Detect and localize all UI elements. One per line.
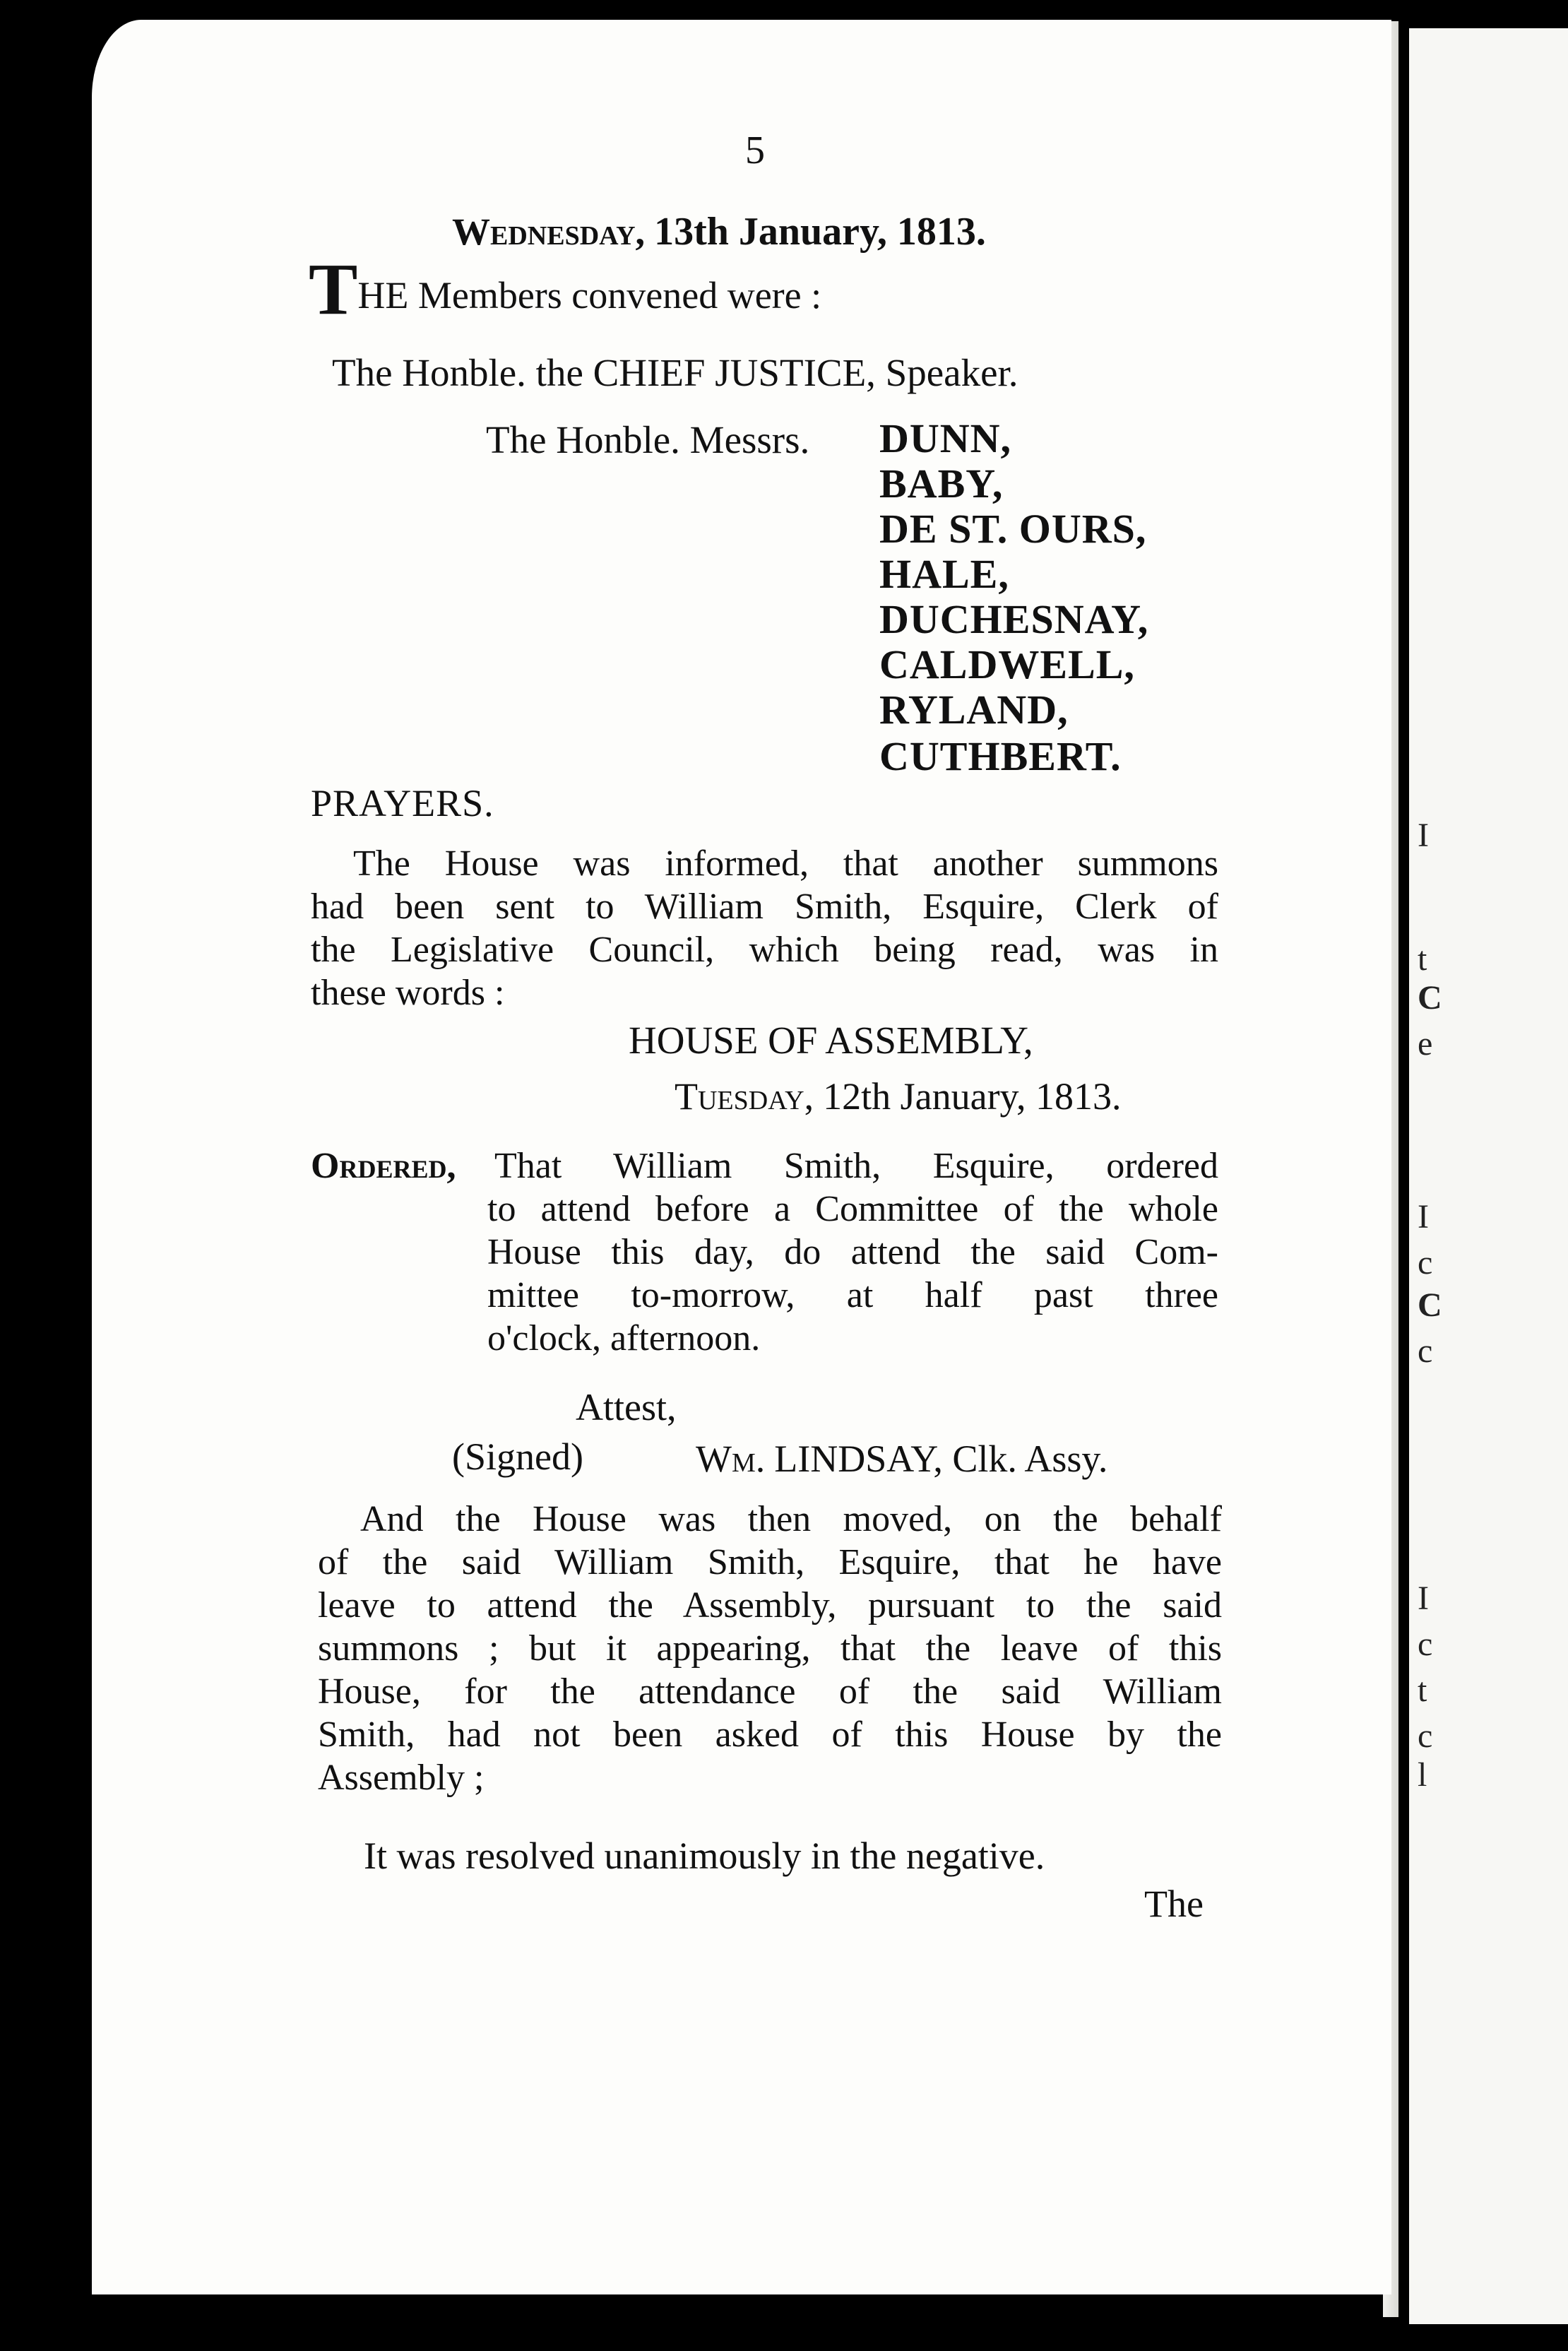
opening-text: HE Members convened were : bbox=[357, 274, 822, 316]
paragraph-line: leave to attend the Assembly, pursuant to the said bbox=[318, 1585, 1222, 1625]
facing-page-letter: I bbox=[1418, 1580, 1429, 1617]
paragraph-line: Assembly ; bbox=[318, 1758, 485, 1798]
paragraph-line: these words : bbox=[311, 973, 505, 1013]
drop-cap: T bbox=[309, 249, 358, 330]
facing-page-letter: c bbox=[1418, 1332, 1433, 1370]
paragraph-1 bbox=[311, 842, 1218, 1014]
facing-page-letter: t bbox=[1418, 1671, 1427, 1709]
ordered-line: to attend before a Committee of the whole bbox=[487, 1189, 1218, 1229]
facing-page-letter: c bbox=[1418, 1625, 1433, 1663]
date-weekday: Wednesday, bbox=[452, 211, 646, 253]
member-name: HALE, bbox=[879, 551, 1009, 597]
date-heading bbox=[452, 210, 986, 254]
signed-label: (Signed) bbox=[452, 1435, 583, 1478]
paragraph-line: Smith, had not been asked of this House by the bbox=[318, 1715, 1222, 1755]
speaker-line: The Honble. the CHIEF JUSTICE, Speaker. bbox=[332, 351, 1018, 394]
facing-page-letter: C bbox=[1418, 1286, 1442, 1324]
facing-page-letter: t bbox=[1418, 940, 1427, 978]
ordered-text bbox=[487, 1144, 1218, 1360]
facing-page-letter: C bbox=[1418, 979, 1442, 1017]
member-name: DE ST. OURS, bbox=[879, 506, 1147, 552]
ordered-line: o'clock, afternoon. bbox=[487, 1318, 761, 1358]
facing-page-letter: I bbox=[1418, 817, 1429, 854]
facing-page-letter: I bbox=[1418, 1198, 1429, 1236]
opening-line bbox=[309, 249, 822, 330]
member-name: BABY, bbox=[879, 461, 1004, 507]
assembly-date bbox=[675, 1077, 1122, 1116]
assembly-weekday: Tuesday, bbox=[675, 1075, 814, 1118]
facing-page-letter: c bbox=[1418, 1717, 1433, 1755]
paragraph-line: summons ; but it appearing, that the leave of this bbox=[318, 1628, 1222, 1669]
paragraph-line: The House was informed, that another summons bbox=[353, 843, 1218, 884]
paragraph-line: House, for the attendance of the said William bbox=[318, 1671, 1222, 1712]
catchword: The bbox=[1144, 1883, 1204, 1925]
ordered-line: That William Smith, Esquire, ordered bbox=[494, 1146, 1218, 1186]
member-name: DUCHESNAY, bbox=[879, 596, 1149, 642]
members-prefix: The Honble. Messrs. bbox=[486, 418, 810, 461]
assembly-heading: HOUSE OF ASSEMBLY, bbox=[629, 1019, 1033, 1062]
ordered-label: Ordered, bbox=[311, 1146, 456, 1186]
paragraph-2 bbox=[318, 1498, 1222, 1799]
assembly-date-text: 12th January, 1813. bbox=[823, 1075, 1122, 1118]
member-name: DUNN, bbox=[879, 415, 1012, 461]
facing-page-letter: l bbox=[1418, 1756, 1427, 1794]
page-number: 5 bbox=[745, 129, 765, 172]
attest-label: Attest, bbox=[576, 1386, 677, 1428]
paragraph-line: And the House was then moved, on the behalf bbox=[360, 1499, 1222, 1539]
paragraph-line: the Legislative Council, which being read, was in bbox=[311, 930, 1218, 970]
signature-name: LINDSAY, Clk. Assy. bbox=[774, 1438, 1108, 1480]
signature-line bbox=[696, 1440, 1107, 1479]
member-name: CALDWELL, bbox=[879, 641, 1135, 687]
ordered-line: mittee to-morrow, at half past three bbox=[487, 1275, 1218, 1315]
paragraph-line: of the said William Smith, Esquire, that he have bbox=[318, 1542, 1222, 1582]
member-name: CUTHBERT. bbox=[879, 733, 1122, 779]
signature-prefix: Wm. bbox=[696, 1438, 766, 1480]
date-text: 13th January, 1813. bbox=[654, 210, 986, 254]
prayers-heading: PRAYERS. bbox=[311, 782, 494, 824]
member-name: RYLAND, bbox=[879, 687, 1069, 733]
resolution-line: It was resolved unanimously in the negative. bbox=[364, 1835, 1045, 1877]
facing-page-letter: e bbox=[1418, 1025, 1433, 1062]
ordered-line: House this day, do attend the said Com- bbox=[487, 1232, 1218, 1272]
facing-page-letter: c bbox=[1418, 1244, 1433, 1281]
paragraph-line: had been sent to William Smith, Esquire, Clerk of bbox=[311, 887, 1218, 927]
facing-page bbox=[1409, 28, 1568, 2324]
